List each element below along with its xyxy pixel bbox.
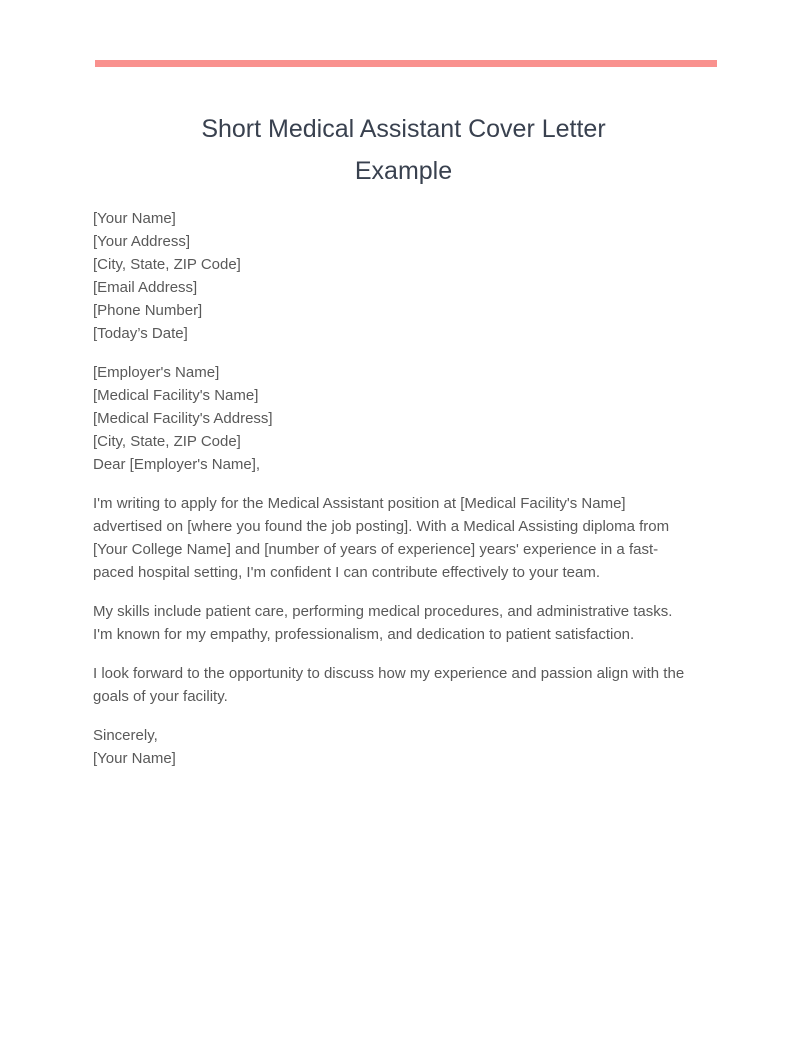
sender-phone: [Phone Number] bbox=[93, 302, 203, 319]
page-title-line-1: Short Medical Assistant Cover Letter bbox=[201, 115, 606, 143]
paragraph-closing-statement: I look forward to the opportunity to discuss how my experience and passion align with the goals of your facility. bbox=[93, 665, 685, 705]
sender-email: [Email Address] bbox=[93, 279, 198, 296]
paragraph-skills: My skills include patient care, performing medical procedures, and administrative tasks. I'm known for my empathy, professionalism, and dedication to patient satisfaction. bbox=[93, 603, 673, 643]
closing-signature: [Your Name] bbox=[93, 750, 176, 767]
sender-address: [Your Address] bbox=[93, 233, 191, 250]
sender-city-state-zip: [City, State, ZIP Code] bbox=[93, 256, 241, 273]
accent-bar bbox=[95, 60, 717, 67]
letter-body bbox=[93, 207, 693, 786]
closing-block bbox=[93, 724, 693, 770]
recipient-employer-name: [Employer's Name] bbox=[93, 364, 220, 381]
salutation: Dear [Employer's Name], bbox=[93, 456, 261, 473]
sender-name: [Your Name] bbox=[93, 210, 176, 227]
sender-date: [Today’s Date] bbox=[93, 325, 188, 342]
recipient-city-state-zip: [City, State, ZIP Code] bbox=[93, 433, 241, 450]
recipient-facility-name: [Medical Facility's Name] bbox=[93, 387, 259, 404]
page-title-line-2: Example bbox=[354, 157, 453, 185]
page-title bbox=[0, 108, 807, 192]
paragraph-intro: I'm writing to apply for the Medical Assistant position at [Medical Facility's Name] advertised on [where you found the job posting]. With a Medical Assisting diploma from [Your College Name] and [number of years of experience] years' experience in a fast-paced hospital setting, I'm confident I can contribute effectively to your team. bbox=[93, 495, 670, 581]
closing-signoff: Sincerely, bbox=[93, 727, 158, 744]
sender-block bbox=[93, 207, 693, 345]
recipient-block bbox=[93, 361, 693, 476]
recipient-facility-address: [Medical Facility's Address] bbox=[93, 410, 273, 427]
